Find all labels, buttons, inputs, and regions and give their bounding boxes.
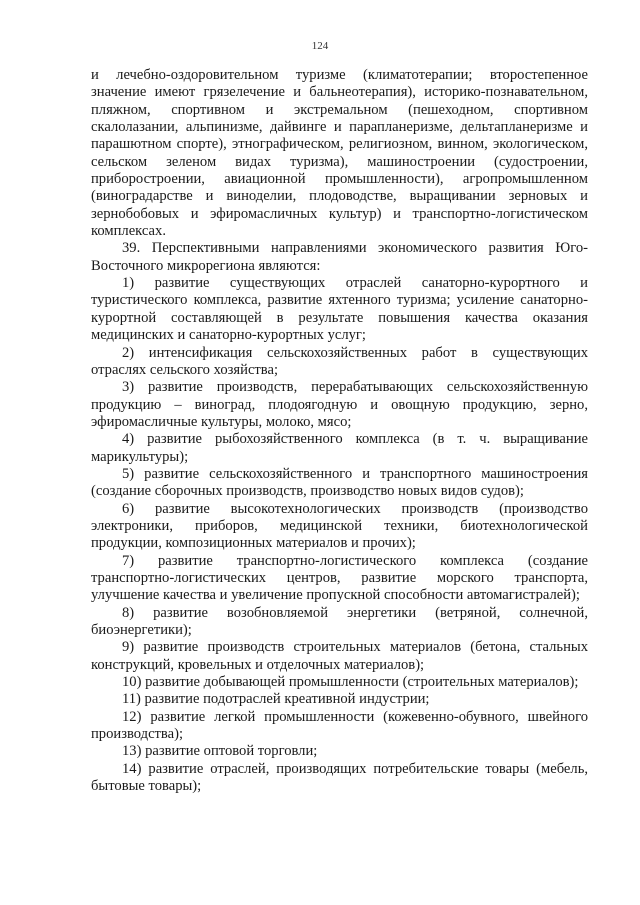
list-item: 14) развитие отраслей, производящих потребительские товары (мебель, бытовые товары); — [91, 760, 588, 795]
document-text — [91, 67, 588, 795]
list-item: 13) развитие оптовой торговли; — [122, 743, 318, 760]
list-item: 7) развитие транспортно-логистического комплекса (создание транспортно-логистических центров, развитие морского транспорта, улучшение качества и увеличение пропускной способности автомагистралей); — [91, 552, 588, 604]
list-item: 11) развитие подотраслей креативной индустрии; — [122, 691, 430, 708]
list-item: 1) развитие существующих отраслей санаторно-курортного и туристического комплекса, развитие яхтенного туризма; усиление санаторно-курортной составляющей в результате повышения качества оказания медицинских и санаторно-курортных услуг; — [91, 275, 588, 344]
list-item: 10) развитие добывающей промышленности (строительных материалов); — [122, 674, 579, 691]
list-item: 4) развитие рыбохозяйственного комплекса (в т. ч. выращивание марикультуры); — [91, 431, 588, 465]
list-item: 8) развитие возобновляемой энергетики (ветряной, солнечной, биоэнергетики); — [91, 604, 588, 638]
paragraph-39-heading: 39. Перспективными направлениями экономического развития Юго-Восточного микрорегиона являются: — [91, 240, 588, 274]
list-item: 2) интенсификация сельскохозяйственных работ в существующих отраслях сельского хозяйства; — [91, 344, 588, 378]
paragraph-continuation: и лечебно-оздоровительном туризме (климатотерапии; второстепенное значение имеют грязелечение и бальнеотерапия), историко-познавательном, пляжном, спортивном и экстремальном (пешеходном, спортивном скалолазании, альпинизме, дайвинге и парапланеризме, дельтапланеризме и парашютном спорте), этнографическом, религиозном, винном, экологическом, сельском зеленом видах туризма), машиностроении (судостроении, приборостроении, авиационной промышленности), агропромышленном (виноградарстве и виноделии, плодоводстве, выращивании зерновых и зернобобовых и эфиромасличных культур) и транспортно-логистическом комплексах. — [91, 67, 588, 240]
list-item: 6) развитие высокотехнологических производств (производство электроники, приборов, медицинской техники, биотехнологической продукции, композиционных материалов и прочих); — [91, 500, 588, 552]
list-item: 3) развитие производств, перерабатывающих сельскохозяйственную продукцию – виноград, плодоягодную и овощную продукцию, зерно, эфиромасличные культуры, молоко, мясо; — [91, 379, 588, 430]
list-item: 5) развитие сельскохозяйственного и транспортного машиностроения (создание сборочных производств, производство новых видов судов); — [91, 465, 588, 500]
list-item: 9) развитие производств строительных материалов (бетона, стальных конструкций, кровельных и отделочных материалов); — [91, 639, 588, 673]
list-item: 12) развитие легкой промышленности (кожевенно-обувного, швейного производства); — [91, 708, 588, 743]
page-number: 124 — [311, 40, 329, 52]
